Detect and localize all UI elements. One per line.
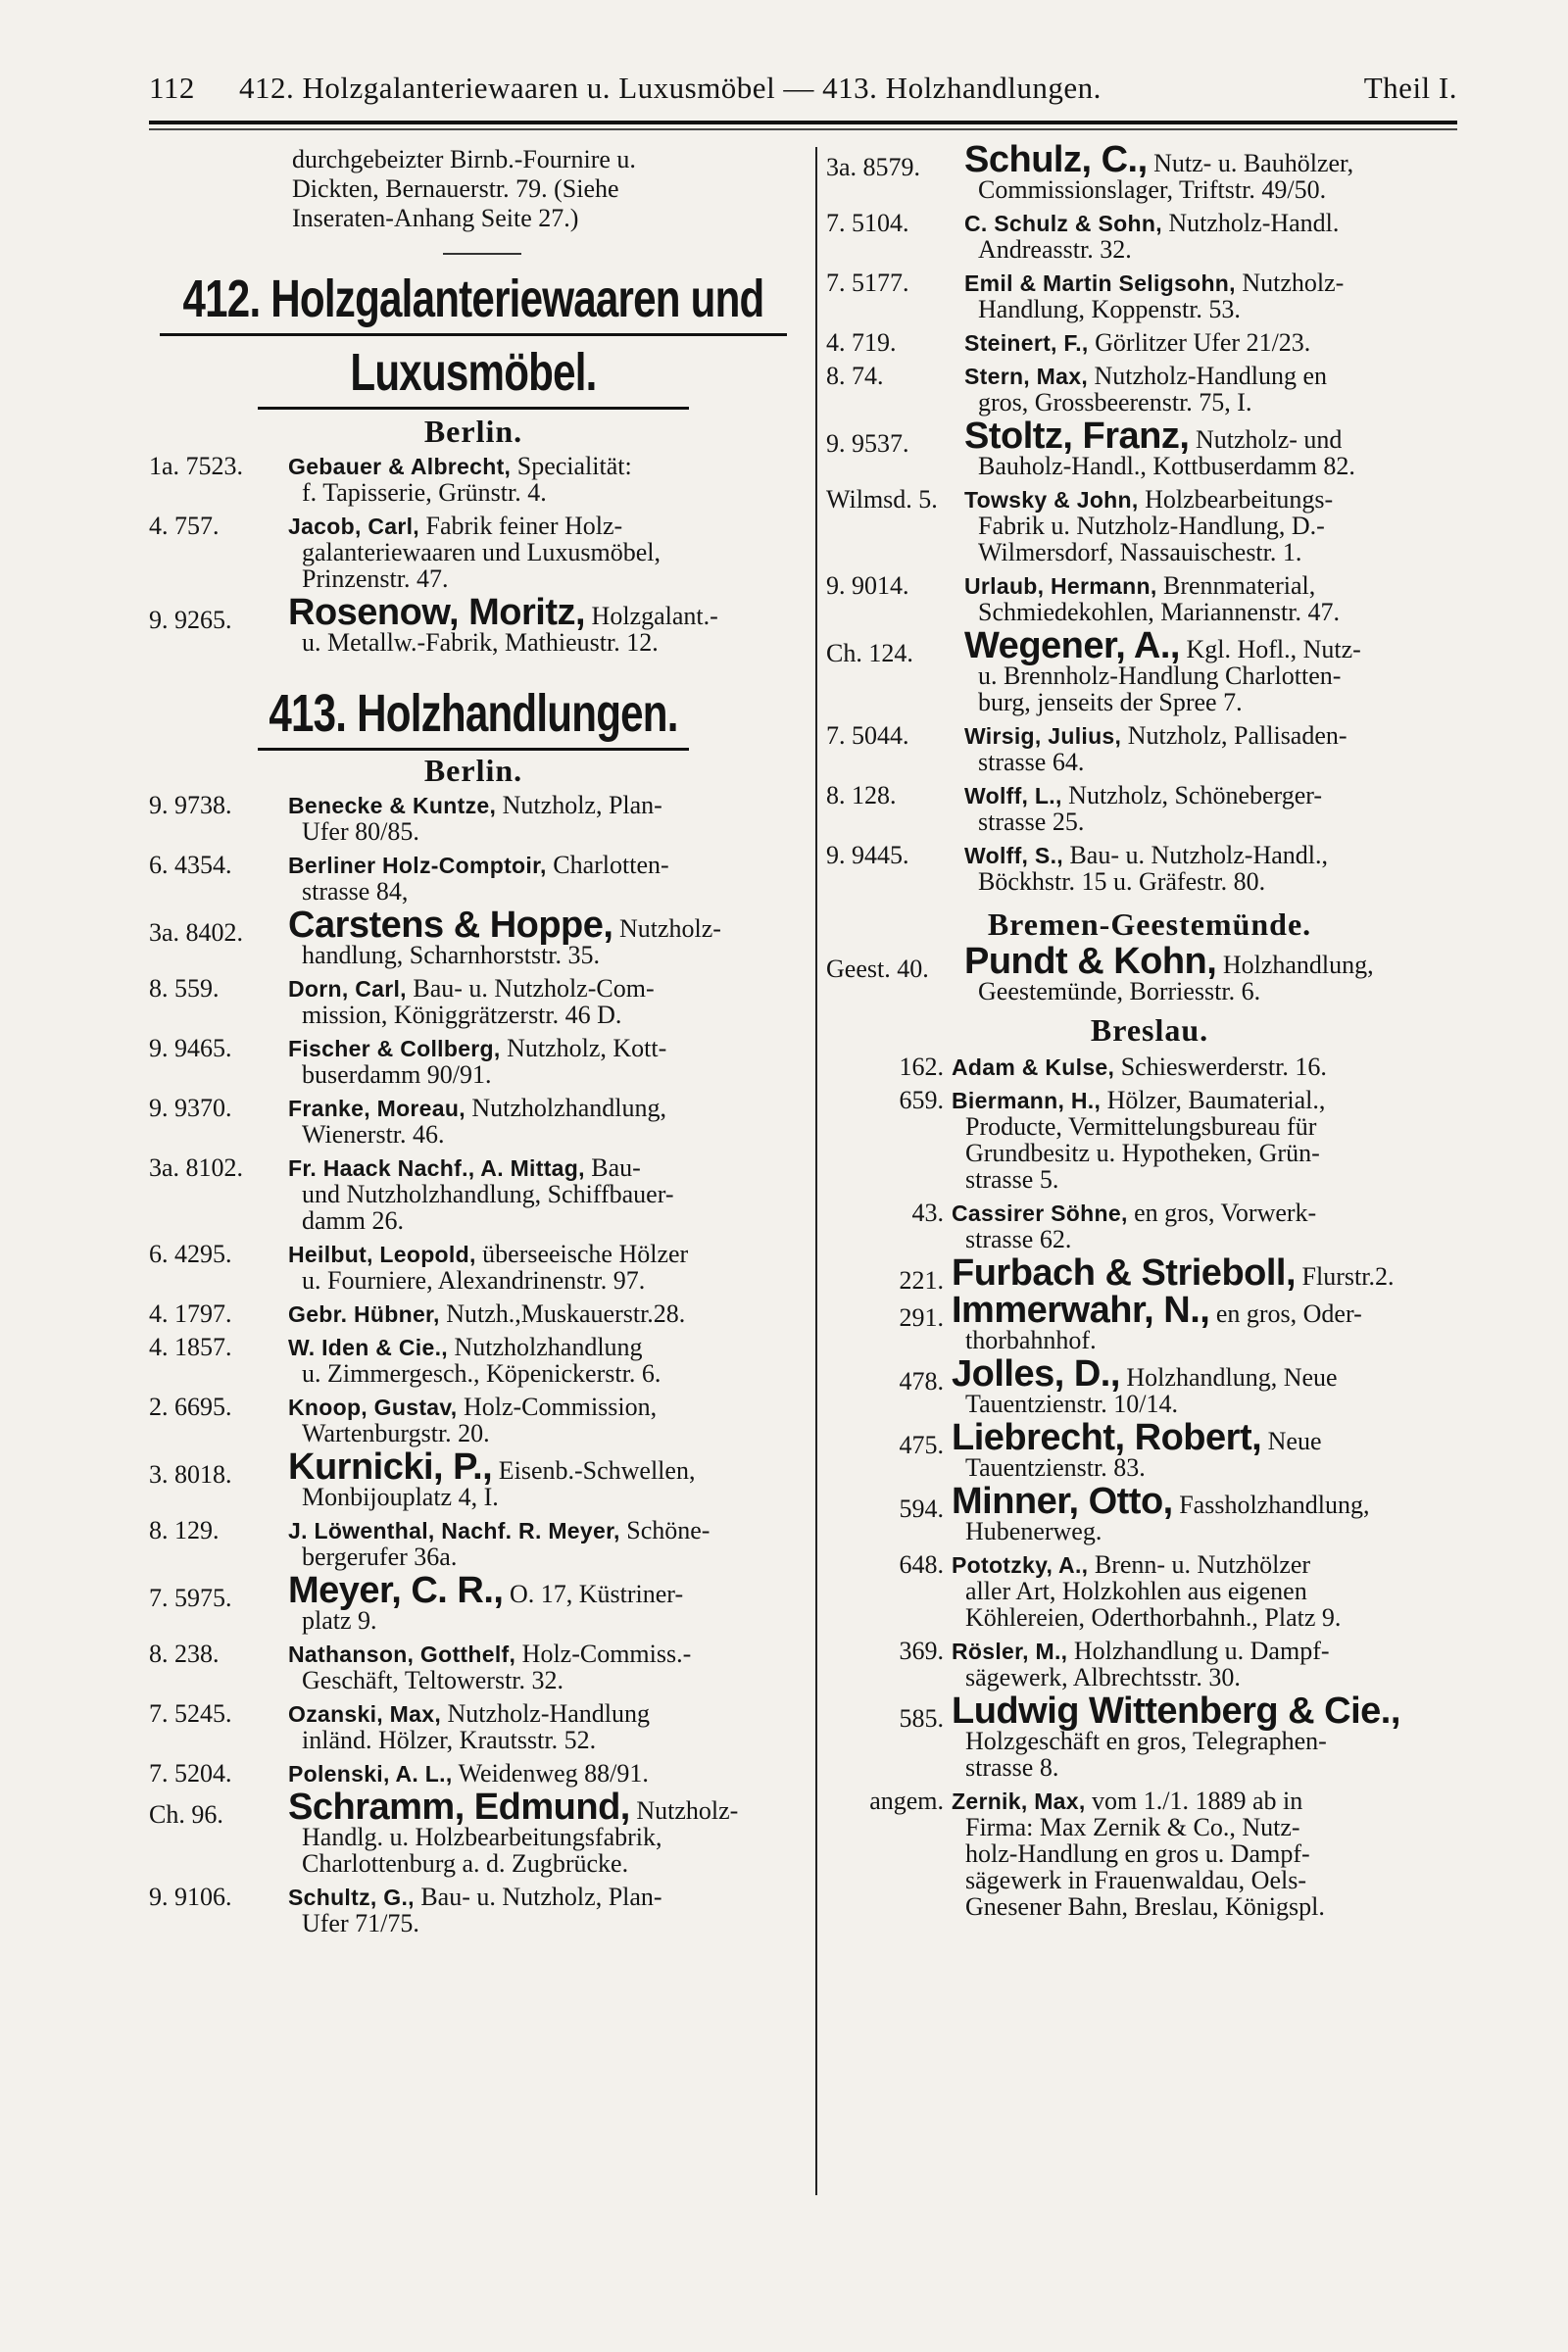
entry-continuation: gros, Grossbeerenstr. 75, I. bbox=[978, 388, 1252, 416]
entry-name: Stern, Max, bbox=[964, 364, 1089, 389]
entry-name: Ludwig Wittenberg & Cie., bbox=[952, 1690, 1400, 1732]
entry-number: 9. 9537. bbox=[826, 429, 909, 458]
entry-description: Holz-Commiss.- bbox=[515, 1640, 692, 1668]
entry-continuation: Firma: Max Zernik & Co., Nutz- bbox=[965, 1813, 1300, 1841]
entry-name: Steinert, F., bbox=[964, 330, 1089, 356]
entries-breslau bbox=[826, 1053, 1473, 1922]
entry-continuation: u. Fourniere, Alexandrinenstr. 97. bbox=[302, 1266, 646, 1295]
entry-name: Wolff, L., bbox=[964, 783, 1062, 808]
entry-number: Wilmsd. 5. bbox=[826, 485, 938, 514]
entry-number: 3a. 8579. bbox=[826, 153, 921, 181]
entry-description: Bau- u. Nutzholz, Plan- bbox=[414, 1883, 662, 1911]
entry-description: O. 17, Küstriner- bbox=[503, 1580, 684, 1608]
entry-description: Neue bbox=[1261, 1427, 1322, 1455]
entry-description: Holz-Commission, bbox=[457, 1393, 658, 1421]
directory-entry bbox=[826, 1417, 1473, 1483]
entry-name: Liebrecht, Robert, bbox=[952, 1417, 1262, 1458]
column-divider bbox=[815, 147, 817, 2195]
entry-description: Brenn- u. Nutzhölzer bbox=[1088, 1550, 1311, 1579]
entry-name: Minner, Otto, bbox=[952, 1481, 1173, 1522]
directory-entry bbox=[826, 1199, 1473, 1254]
entry-description: Nutzholz-Handlung en bbox=[1088, 362, 1328, 390]
entry-number: 9. 9738. bbox=[149, 791, 232, 819]
directory-entry bbox=[826, 721, 1473, 777]
directory-entry bbox=[826, 781, 1473, 837]
entry-continuation: Prinzenstr. 47. bbox=[302, 564, 449, 593]
entry-name: Rosenow, Moritz, bbox=[288, 592, 586, 633]
entry-description: Nutzholz, Plan- bbox=[496, 791, 662, 819]
entry-name: J. Löwenthal, Nachf. R. Meyer, bbox=[288, 1518, 620, 1544]
entry-name: Immerwahr, N., bbox=[952, 1290, 1210, 1331]
directory-entry bbox=[826, 1252, 1473, 1295]
entry-description: Nutzholz- und bbox=[1189, 425, 1343, 454]
entry-description: Bau- u. Nutzholz-Handl., bbox=[1062, 841, 1328, 869]
entry-number: 594. bbox=[899, 1494, 944, 1523]
entry-number: 1a. 7523. bbox=[149, 452, 244, 480]
entry-name: Benecke & Kuntze, bbox=[288, 793, 497, 818]
entry-continuation: Ufer 80/85. bbox=[302, 817, 419, 846]
directory-entry bbox=[149, 592, 798, 658]
entries-413 bbox=[149, 791, 798, 1938]
entry-name: Fr. Haack Nachf., A. Mittag, bbox=[288, 1155, 585, 1181]
entry-name: Urlaub, Hermann, bbox=[964, 573, 1157, 599]
entry-number: 659. bbox=[899, 1086, 944, 1114]
entry-number: 369. bbox=[899, 1637, 944, 1665]
city-berlin: Berlin. bbox=[423, 414, 523, 449]
entry-number: 8. 129. bbox=[149, 1516, 220, 1544]
entry-continuation: und Nutzholzhandlung, Schiffbauer- bbox=[302, 1180, 674, 1208]
entry-number: 8. 559. bbox=[149, 974, 220, 1003]
directory-entry bbox=[149, 1883, 798, 1938]
city-breslau: Breslau. bbox=[1090, 1012, 1209, 1048]
directory-entry bbox=[826, 571, 1473, 627]
entry-continuation: Grundbesitz u. Hypotheken, Grün- bbox=[965, 1139, 1320, 1167]
entry-name: Emil & Martin Seligsohn, bbox=[964, 270, 1236, 296]
entry-continuation: strasse 84, bbox=[302, 877, 409, 906]
entry-name: Nathanson, Gotthelf, bbox=[288, 1642, 516, 1667]
entry-name: Heilbut, Leopold, bbox=[288, 1242, 476, 1267]
section-rule bbox=[258, 407, 689, 410]
entry-continuation: Commissionslager, Triftstr. 49/50. bbox=[978, 175, 1327, 204]
entry-continuation: strasse 62. bbox=[965, 1225, 1072, 1253]
entry-description: Nutzholz-Handl. bbox=[1161, 209, 1340, 237]
entry-number: 9. 9014. bbox=[826, 571, 909, 600]
entry-continuation: Köhlereien, Oderthorbahnh., Platz 9. bbox=[965, 1603, 1342, 1632]
entry-number: 3a. 8402. bbox=[149, 918, 244, 947]
entry-continuation: Wartenburgstr. 20. bbox=[302, 1419, 490, 1447]
entry-continuation: Holzgeschäft en gros, Telegraphen- bbox=[965, 1727, 1327, 1755]
entry-description: Flurstr.2. bbox=[1296, 1262, 1395, 1291]
directory-entry bbox=[149, 1153, 798, 1236]
entry-description: Nutzh.,Muskauerstr.28. bbox=[439, 1299, 686, 1328]
directory-entry bbox=[149, 791, 798, 847]
entry-description: Nutzholzhandlung, bbox=[465, 1094, 666, 1122]
directory-entry bbox=[826, 1086, 1473, 1195]
directory-entry bbox=[149, 1699, 798, 1755]
entry-continuation: thorbahnhof. bbox=[965, 1326, 1097, 1354]
entry-description: Holzhandlung u. Dampf- bbox=[1067, 1637, 1330, 1665]
entry-number: 221. bbox=[899, 1266, 944, 1295]
entry-name: Franke, Moreau, bbox=[288, 1096, 466, 1121]
directory-entry bbox=[826, 1787, 1473, 1922]
entry-description: Holzgalant.- bbox=[585, 602, 718, 630]
entry-continuation: u. Zimmergesch., Köpenickerstr. 6. bbox=[302, 1359, 662, 1388]
directory-entry bbox=[149, 851, 798, 906]
entry-description: Eisenb.-Schwellen, bbox=[492, 1456, 696, 1485]
entry-description: Holzhandlung, bbox=[1216, 951, 1374, 979]
directory-entry bbox=[826, 362, 1473, 417]
entry-name: Wirsig, Julius, bbox=[964, 723, 1122, 749]
entry-name: Dorn, Carl, bbox=[288, 976, 407, 1002]
entry-description: Brennmaterial, bbox=[1156, 571, 1316, 600]
entry-description: Bau- bbox=[584, 1153, 641, 1182]
left-column bbox=[149, 145, 798, 1942]
directory-entry bbox=[149, 1787, 798, 1879]
entry-description: Nutz- u. Bauhölzer, bbox=[1147, 149, 1354, 177]
directory-entry bbox=[149, 1333, 798, 1389]
entry-continuation: Schmiedekohlen, Mariannenstr. 47. bbox=[978, 598, 1340, 626]
entry-continuation: strasse 8. bbox=[965, 1753, 1059, 1782]
directory-entry bbox=[149, 1640, 798, 1695]
entry-number: 4. 1857. bbox=[149, 1333, 232, 1361]
directory-entry bbox=[826, 1690, 1473, 1783]
entry-description: Kgl. Hofl., Nutz- bbox=[1179, 635, 1361, 663]
entry-number: 478. bbox=[899, 1367, 944, 1396]
entry-continuation: handlung, Scharnhorststr. 35. bbox=[302, 941, 601, 969]
entry-name: Knoop, Gustav, bbox=[288, 1395, 458, 1420]
entry-number: 4. 757. bbox=[149, 512, 220, 540]
entry-name: W. Iden & Cie., bbox=[288, 1335, 448, 1360]
directory-entry bbox=[149, 452, 798, 508]
entries-bremen bbox=[826, 941, 1473, 1006]
entry-description: Görlitzer Ufer 21/23. bbox=[1088, 328, 1311, 357]
entry-name: Jolles, D., bbox=[952, 1353, 1120, 1395]
entry-name: Schultz, G., bbox=[288, 1885, 415, 1910]
directory-entry bbox=[826, 941, 1473, 1006]
section-413-heading bbox=[149, 683, 798, 789]
entry-description: Bau- u. Nutzholz-Com- bbox=[406, 974, 655, 1003]
page-header bbox=[149, 71, 1457, 114]
entry-continuation: burg, jenseits der Spree 7. bbox=[978, 688, 1243, 716]
entry-name: Schulz, C., bbox=[964, 139, 1148, 180]
directory-entry bbox=[149, 1393, 798, 1448]
page-number: 112 bbox=[149, 71, 195, 105]
directory-entry bbox=[826, 209, 1473, 265]
directory-entry bbox=[826, 1550, 1473, 1633]
section-rule bbox=[160, 333, 787, 336]
entry-continuation: Wienerstr. 46. bbox=[302, 1120, 445, 1149]
entry-number: 6. 4295. bbox=[149, 1240, 232, 1268]
directory-entry bbox=[826, 841, 1473, 897]
entry-number: Ch. 124. bbox=[826, 639, 913, 667]
entry-number: 7. 5975. bbox=[149, 1584, 232, 1612]
entry-name: Adam & Kulse, bbox=[952, 1054, 1115, 1080]
entry-continuation: f. Tapisserie, Grünstr. 4. bbox=[302, 478, 547, 507]
entry-number: 162. bbox=[899, 1053, 944, 1081]
page-title: 412. Holzgalanteriewaaren u. Luxusmöbel — 413. Holzhandlungen. bbox=[239, 71, 1102, 105]
entry-description: Hölzer, Baumaterial., bbox=[1101, 1086, 1326, 1114]
entry-continuation: holz-Handlung en gros u. Dampf- bbox=[965, 1839, 1310, 1868]
entry-description: Nutzholz, Pallisaden- bbox=[1121, 721, 1348, 750]
entry-description: vom 1./1. 1889 ab in bbox=[1085, 1787, 1303, 1815]
entry-number: 6. 4354. bbox=[149, 851, 232, 879]
entry-continuation: strasse 25. bbox=[978, 808, 1085, 836]
entry-description: Fassholzhandlung, bbox=[1172, 1491, 1370, 1519]
section-412-title: 412. Holzgalanteriewaaren und bbox=[182, 270, 764, 328]
entry-number: 8. 74. bbox=[826, 362, 884, 390]
entry-continuation: Fabrik u. Nutzholz-Handlung, D.- bbox=[978, 512, 1325, 540]
directory-entry bbox=[826, 328, 1473, 358]
entry-number: 3a. 8102. bbox=[149, 1153, 244, 1182]
entry-continuation: u. Brennholz-Handlung Charlotten- bbox=[978, 662, 1342, 690]
entry-number: 291. bbox=[899, 1303, 944, 1332]
entry-description: en gros, Oder- bbox=[1209, 1299, 1362, 1328]
entry-description: Schöne- bbox=[619, 1516, 710, 1544]
entry-continuation: galanteriewaaren und Luxusmöbel, bbox=[302, 538, 662, 566]
entry-name: Gebr. Hübner, bbox=[288, 1301, 440, 1327]
entry-description: Nutzholz, Schöneberger- bbox=[1061, 781, 1323, 809]
directory-entry bbox=[149, 1034, 798, 1090]
entry-number: 8. 238. bbox=[149, 1640, 220, 1668]
entry-continuation: aller Art, Holzkohlen aus eigenen bbox=[965, 1577, 1307, 1605]
directory-entry bbox=[826, 625, 1473, 717]
directory-entry bbox=[826, 1637, 1473, 1692]
entry-name: Pototzky, A., bbox=[952, 1552, 1089, 1578]
entry-description: Schieswerderstr. 16. bbox=[1114, 1053, 1327, 1081]
entry-name: Biermann, H., bbox=[952, 1088, 1102, 1113]
entry-number: 2. 6695. bbox=[149, 1393, 232, 1421]
directory-entry bbox=[826, 416, 1473, 481]
directory-entry bbox=[826, 1481, 1473, 1546]
entry-continuation: inländ. Hölzer, Krautsstr. 52. bbox=[302, 1726, 597, 1754]
header-rule-thin bbox=[149, 128, 1457, 130]
right-column bbox=[826, 139, 1473, 1926]
section-413-title: 413. Holzhandlungen. bbox=[269, 684, 678, 743]
entry-number: 9. 9265. bbox=[149, 606, 232, 634]
entry-continuation: Bauholz-Handl., Kottbuserdamm 82. bbox=[978, 452, 1355, 480]
entry-description: Nutzholz- bbox=[612, 914, 721, 943]
entry-continuation: damm 26. bbox=[302, 1206, 404, 1235]
entry-description: Nutzholz, Kott- bbox=[500, 1034, 667, 1062]
entry-continuation: platz 9. bbox=[302, 1606, 377, 1635]
entries-berlin-cont bbox=[826, 139, 1473, 897]
entry-number: angem. bbox=[869, 1787, 944, 1815]
entry-description: Nutzholz- bbox=[1235, 269, 1345, 297]
entry-name: Wolff, S., bbox=[964, 843, 1063, 868]
entry-description: Nutzholz- bbox=[629, 1796, 739, 1825]
entry-name: C. Schulz & Sohn, bbox=[964, 211, 1162, 236]
entry-continuation: Gnesener Bahn, Breslau, Königspl. bbox=[965, 1892, 1325, 1921]
entry-name: Ozanski, Max, bbox=[288, 1701, 442, 1727]
entry-name: Pundt & Kohn, bbox=[964, 941, 1217, 982]
entry-description: überseeische Hölzer bbox=[475, 1240, 689, 1268]
directory-entry bbox=[826, 139, 1473, 205]
separator bbox=[443, 253, 521, 255]
directory-entry bbox=[149, 1094, 798, 1150]
header-rule bbox=[149, 121, 1457, 124]
section-rule bbox=[258, 748, 689, 751]
entry-description: Nutzholzhandlung bbox=[447, 1333, 643, 1361]
entry-continuation: sägewerk in Frauenwaldau, Oels- bbox=[965, 1866, 1306, 1894]
entry-number: 9. 9370. bbox=[149, 1094, 232, 1122]
entry-description: Nutzholz-Handlung bbox=[441, 1699, 651, 1728]
intro-line: Inseraten-Anhang Seite 27.) bbox=[292, 204, 579, 232]
entry-name: Meyer, C. R., bbox=[288, 1570, 504, 1611]
directory-entry bbox=[149, 974, 798, 1030]
entry-number: 8. 128. bbox=[826, 781, 897, 809]
section-412-subtitle: Luxusmöbel. bbox=[350, 343, 597, 402]
directory-entry bbox=[826, 485, 1473, 567]
entry-description: Holzbearbeitungs- bbox=[1138, 485, 1334, 514]
directory-entry bbox=[149, 1759, 798, 1788]
entry-continuation: Handlung, Koppenstr. 53. bbox=[978, 295, 1241, 323]
entry-number: 7. 5044. bbox=[826, 721, 909, 750]
directory-entry bbox=[826, 1353, 1473, 1419]
entry-continuation: mission, Königgrätzerstr. 46 D. bbox=[302, 1001, 622, 1029]
entry-continuation: Hubenerweg. bbox=[965, 1517, 1102, 1545]
directory-entry bbox=[149, 1516, 798, 1572]
entry-continuation: Tauentzienstr. 83. bbox=[965, 1453, 1146, 1482]
entry-number: 4. 719. bbox=[826, 328, 897, 357]
entry-name: Furbach & Strieboll, bbox=[952, 1252, 1297, 1294]
entry-continuation: sägewerk, Albrechtsstr. 30. bbox=[965, 1663, 1241, 1691]
entry-name: Schramm, Edmund, bbox=[288, 1787, 630, 1828]
entry-number: 4. 1797. bbox=[149, 1299, 232, 1328]
entry-number: 9. 9106. bbox=[149, 1883, 232, 1911]
entry-number: 475. bbox=[899, 1431, 944, 1459]
city-berlin: Berlin. bbox=[423, 753, 523, 788]
entry-name: Rösler, M., bbox=[952, 1639, 1068, 1664]
entry-continuation: u. Metallw.-Fabrik, Mathieustr. 12. bbox=[302, 628, 659, 657]
directory-entry bbox=[149, 1240, 798, 1296]
entry-continuation: Geestemünde, Borriesstr. 6. bbox=[978, 977, 1261, 1005]
directory-entry bbox=[149, 1570, 798, 1636]
directory-entry bbox=[826, 269, 1473, 324]
entry-continuation: buserdamm 90/91. bbox=[302, 1060, 492, 1089]
entry-name: Fischer & Collberg, bbox=[288, 1036, 501, 1061]
city-bremen: Bremen-Geestemünde. bbox=[987, 906, 1312, 942]
directory-entry bbox=[149, 512, 798, 594]
entry-continuation: Charlottenburg a. d. Zugbrücke. bbox=[302, 1849, 629, 1878]
entries-412 bbox=[149, 452, 798, 658]
entry-description: Fabrik feiner Holz- bbox=[419, 512, 623, 540]
entry-continuation: Wilmersdorf, Nassauischestr. 1. bbox=[978, 538, 1302, 566]
entry-name: Jacob, Carl, bbox=[288, 514, 419, 539]
entry-continuation: Böckhstr. 15 u. Gräfestr. 80. bbox=[978, 867, 1266, 896]
entry-description: Specialität: bbox=[511, 452, 632, 480]
directory-entry bbox=[826, 1290, 1473, 1355]
entry-continuation: Ufer 71/75. bbox=[302, 1909, 419, 1937]
entry-continuation: Geschäft, Teltowerstr. 32. bbox=[302, 1666, 564, 1694]
entry-continuation: Handlg. u. Holzbearbeitungsfabrik, bbox=[302, 1823, 662, 1851]
intro-line: durchgebeizter Birnb.-Fournire u. bbox=[292, 145, 636, 173]
entry-name: Carstens & Hoppe, bbox=[288, 905, 613, 946]
entry-name: Polenski, A. L., bbox=[288, 1761, 453, 1787]
entry-number: 585. bbox=[899, 1704, 944, 1733]
directory-entry bbox=[826, 1053, 1473, 1082]
directory-entry bbox=[149, 905, 798, 970]
entry-continuation: strasse 5. bbox=[965, 1165, 1059, 1194]
entry-number: 7. 5104. bbox=[826, 209, 909, 237]
entry-continuation: Andreasstr. 32. bbox=[978, 235, 1132, 264]
entry-description: en gros, Vorwerk- bbox=[1127, 1199, 1317, 1227]
entry-continuation: Producte, Vermittelungsbureau für bbox=[965, 1112, 1317, 1141]
intro-continuation bbox=[149, 145, 798, 233]
entry-number: 3. 8018. bbox=[149, 1460, 232, 1489]
entry-number: 7. 5204. bbox=[149, 1759, 232, 1788]
directory-entry bbox=[149, 1299, 798, 1329]
entry-continuation: bergerufer 36a. bbox=[302, 1543, 458, 1571]
entry-name: Berliner Holz-Comptoir, bbox=[288, 853, 547, 878]
entry-name: Zernik, Max, bbox=[952, 1788, 1086, 1814]
entry-number: 648. bbox=[899, 1550, 944, 1579]
entry-name: Towsky & John, bbox=[964, 487, 1139, 513]
entry-continuation: Tauentzienstr. 10/14. bbox=[965, 1390, 1178, 1418]
directory-entry bbox=[149, 1446, 798, 1512]
entry-number: 43. bbox=[911, 1199, 944, 1227]
entry-name: Kurnicki, P., bbox=[288, 1446, 493, 1488]
intro-line: Dickten, Bernauerstr. 79. (Siehe bbox=[292, 174, 619, 203]
entry-description: Weidenweg 88/91. bbox=[452, 1759, 649, 1788]
entry-number: Ch. 96. bbox=[149, 1800, 223, 1829]
entry-continuation: strasse 64. bbox=[978, 748, 1085, 776]
entry-name: Stoltz, Franz, bbox=[964, 416, 1190, 457]
entry-description: Holzhandlung, Neue bbox=[1119, 1363, 1338, 1392]
entry-name: Cassirer Söhne, bbox=[952, 1200, 1128, 1226]
entry-continuation: Monbijouplatz 4, I. bbox=[302, 1483, 499, 1511]
entry-name: Wegener, A., bbox=[964, 625, 1180, 666]
part-label: Theil I. bbox=[1363, 71, 1457, 105]
entry-number: 9. 9465. bbox=[149, 1034, 232, 1062]
section-412-heading bbox=[149, 269, 798, 450]
entry-description: Charlotten- bbox=[546, 851, 669, 879]
entry-number: 7. 5177. bbox=[826, 269, 909, 297]
entry-number: Geest. 40. bbox=[826, 955, 929, 983]
entry-name: Gebauer & Albrecht, bbox=[288, 454, 512, 479]
entry-number: 9. 9445. bbox=[826, 841, 909, 869]
entry-number: 7. 5245. bbox=[149, 1699, 232, 1728]
